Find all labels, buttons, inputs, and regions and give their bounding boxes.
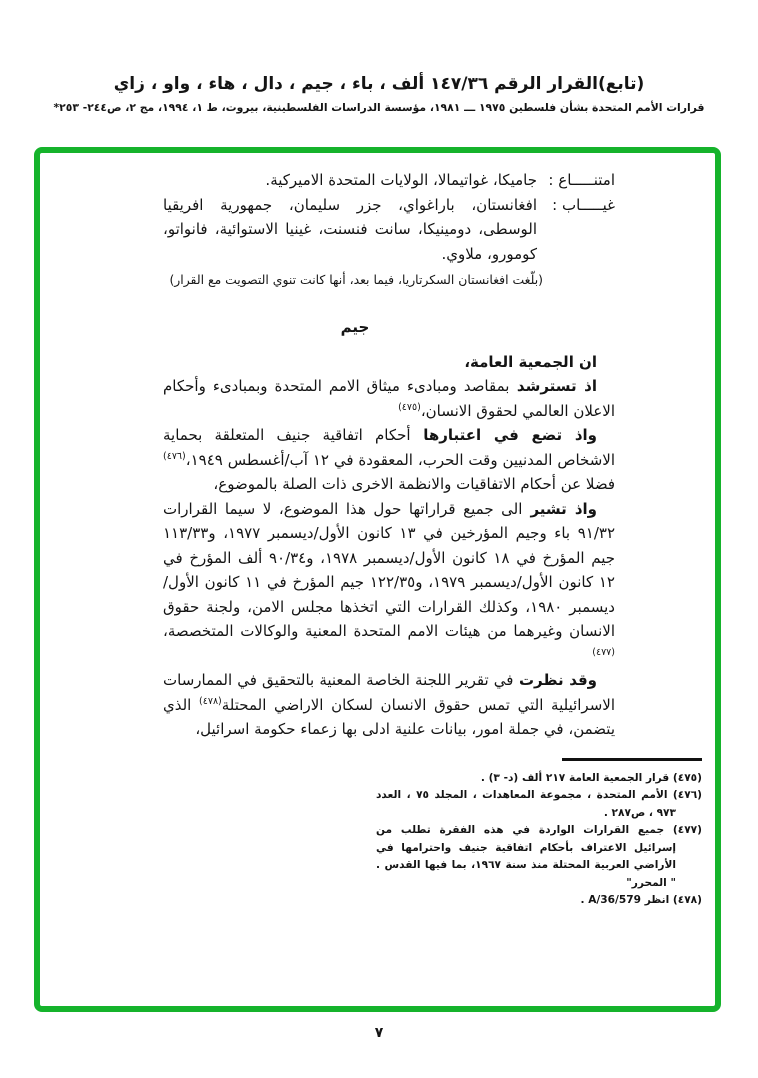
footnote-item: (٤٧٧) جميع القرارات الواردة في هذه الفقرة تطلب من إسرائيل الاعتراف بأحكام اتفاقية جنيف واحترامها في الأراضي العربية المحتلة منذ سنة ١٩٦٧، بما فيها القدس . " المحرر" [376,824,702,889]
page-header [0,74,758,114]
section-heading: جيم [340,318,370,336]
absent-row [163,193,615,267]
footnote-reference: (٤٧٦) [163,450,186,462]
footnote-list [376,770,702,910]
abstain-label: امتنـــــاع : [548,171,615,189]
footnote-reference: (٤٧٧) [592,646,615,658]
footnote-area [40,758,702,910]
secretariat-note: (بلّغت افغانستان السكرتاريا، فيما بعد، أنها كانت تنوي التصويت مع القرار) [169,272,543,287]
abstain-row [163,168,615,193]
footnote-item: (٤٧٦) الأمم المتحدة ، مجموعة المعاهدات ، المجلد ٧٥ ، العدد ٩٧٣ ، ص٢٨٧ . [376,789,703,819]
page-number: ٧ [374,1025,384,1041]
paragraph: ان الجمعية العامة، [464,352,597,371]
body-paragraphs [163,350,615,742]
absent-countries: افغانستان، باراغواي، جزر سليمان، جمهورية افريقيا الوسطى، دومينيكا، سانت فنسنت، غينيا الاستوائية، فانواتو، كومورو، ملاوي. [163,195,537,263]
abstain-countries: جاميكا، غواتيمالا، الولايات المتحدة الاميركية. [265,171,537,189]
resolution-title: (تابع)القرار الرقم ١٤٧/٣٦ ألف ، باء ، جيم ، دال ، هاء ، واو ، زاي [113,74,645,94]
footnote-reference: (٤٧٥) [398,401,421,413]
footnote-item: (٤٧٥) قرار الجمعية العامة ٢١٧ ألف (د- ٣) . [480,771,702,784]
footnote-item: (٤٧٨) انظر A/36/579 . [580,894,702,906]
paragraph: واذ تضع في اعتبارها أحكام اتفاقية جنيف المتعلقة بحماية الاشخاص المدنيين وقت الحرب، المعقودة في ١٢ آب/أغسطس ١٩٤٩،$^{(٤٧٦)}$ فضلا عن أحكام الاتفاقيات والانظمة الاخرى ذات الصلة بالموضوع، [163,426,615,493]
source-citation: قرارات الأمم المتحدة بشأن فلسطين ١٩٧٥ ـــ ١٩٨١، مؤسسة الدراسات الفلسطينية، بيروت، ط ١، ١٩٩٤، مج ٢، ص٢٤٤- ٢٥٣* [53,101,705,114]
footnote-separator [562,758,702,761]
absent-label: غيـــــاب : [552,195,615,214]
content-frame [34,147,721,1012]
footnote-reference: (٤٧٨) [199,695,222,707]
main-column [163,168,615,742]
paragraph: اذ تسترشد بمقاصد ومبادىء ميثاق الامم المتحدة وبمبادىء وأحكام الاعلان العالمي لحقوق الانسان،$^{(٤٧٥)}$ [163,377,615,420]
paragraph: واذ تشير الى جميع قراراتها حول هذا الموضوع، لا سيما القرارات ٩١/٣٢ باء وجيم المؤرخين في ١٣ كانون الأول/ديسمبر ١٩٧٧، و١١٣/٣٣ جيم المؤرخ في ١٨ كانون الأول/ديسمبر ١٩٧٨، و٩٠/٣٤ ألف المؤرخ في ١٢ كانون الأول/ديسمبر ١٩٧٩، و١٢٢/٣٥ جيم المؤرخ في ١١ كانون الأول/ديسمبر ١٩٨٠، وكذلك القرارات التي اتخذها مجلس الامن، ولجنة حقوق الانسان وغيرهما من هيئات الامم المتحدة المعنية والوكالات المتخصصة،$^{(٤٧٧)}$ [163,499,616,658]
paragraph: وقد نظرت في تقرير اللجنة الخاصة المعنية بالتحقيق في الممارسات الاسرائيلية التي تمس حقوق الانسان لسكان الاراضي المحتلة$^{(٤٧٨)}$ الذي يتضمن، في جملة امور، بيانات علنية ادلى بها زعماء حكومة اسرائيل، [163,671,616,738]
